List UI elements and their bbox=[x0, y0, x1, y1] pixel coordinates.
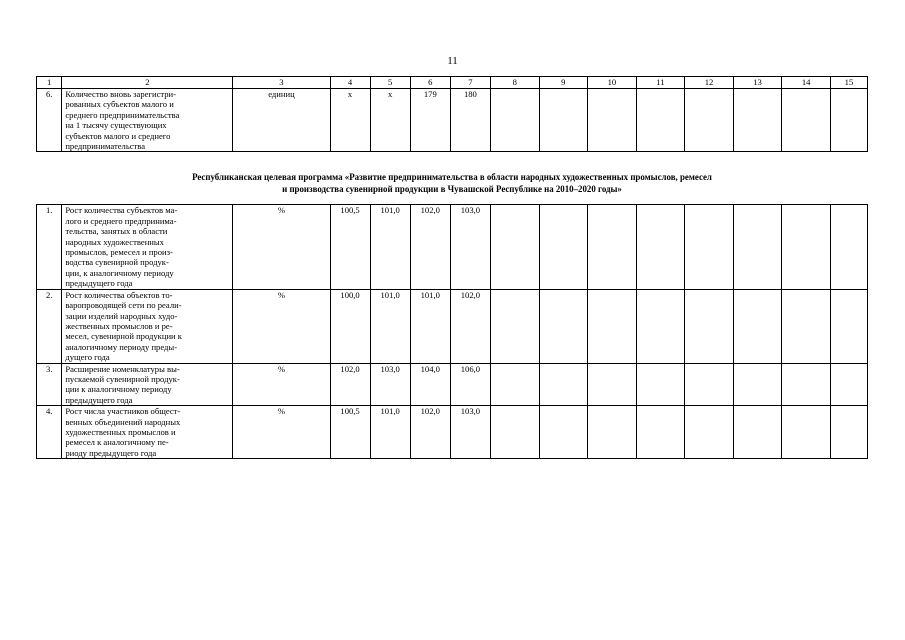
header-col-5: 5 bbox=[370, 77, 410, 89]
indicator-line: предпринимательства bbox=[65, 141, 146, 152]
value-cell-col-13 bbox=[733, 406, 782, 459]
value-cell-col-12 bbox=[685, 205, 734, 289]
value-cell-col-11 bbox=[636, 363, 685, 406]
indicator-line: ции, к аналогичному периоду bbox=[65, 267, 174, 278]
row-number: 1. bbox=[37, 205, 62, 289]
indicator-line: предыдущего года bbox=[65, 278, 133, 289]
header-col-6: 6 bbox=[410, 77, 450, 89]
indicator-line: среднего предпринимательства bbox=[65, 109, 180, 120]
table-row bbox=[37, 289, 868, 363]
unit-cell: % bbox=[233, 363, 330, 406]
unit-cell: % bbox=[233, 289, 330, 363]
value-cell-col-14 bbox=[782, 363, 831, 406]
value-cell-col-9 bbox=[539, 406, 588, 459]
value-cell-col-8 bbox=[490, 289, 539, 363]
header-col-7: 7 bbox=[450, 77, 490, 89]
unit-cell: % bbox=[233, 205, 330, 289]
value-cell-col-14 bbox=[782, 406, 831, 459]
table-row bbox=[37, 205, 868, 289]
value-cell-col-10 bbox=[588, 406, 637, 459]
table-row bbox=[37, 89, 868, 152]
value-cell-col-11 bbox=[636, 205, 685, 289]
indicator-line: Рост количества субъектов ма- bbox=[65, 205, 178, 216]
indicator-line: художественных промыслов и bbox=[65, 426, 176, 437]
unit-cell: единиц bbox=[233, 89, 330, 152]
header-col-8: 8 bbox=[490, 77, 539, 89]
section-title-row bbox=[37, 152, 868, 205]
value-cell-col-5: 101,0 bbox=[370, 289, 410, 363]
row-number: 3. bbox=[37, 363, 62, 406]
section-title bbox=[37, 152, 868, 205]
value-cell-col-9 bbox=[539, 205, 588, 289]
value-cell-col-9 bbox=[539, 363, 588, 406]
value-cell-col-9 bbox=[539, 289, 588, 363]
header-col-12: 12 bbox=[685, 77, 734, 89]
indicator-line: водства сувенирной продук- bbox=[65, 257, 169, 268]
indicator-line: ции к аналогичному периоду bbox=[65, 384, 172, 395]
value-cell-col-7: 103,0 bbox=[450, 406, 490, 459]
value-cell-col-14 bbox=[782, 89, 831, 152]
value-cell-col-10 bbox=[588, 89, 637, 152]
value-cell-col-14 bbox=[782, 289, 831, 363]
indicators-table bbox=[36, 76, 868, 459]
indicator-line: Рост числа участников общест- bbox=[65, 406, 181, 417]
indicator-line: предыдущего года bbox=[65, 394, 133, 405]
value-cell-col-6: 101,0 bbox=[410, 289, 450, 363]
value-cell-col-7: 103,0 bbox=[450, 205, 490, 289]
indicator-line: дущего года bbox=[65, 352, 110, 363]
indicator-line: тельства, занятых в области bbox=[65, 226, 168, 237]
value-cell-col-13 bbox=[733, 89, 782, 152]
value-cell-col-6: 102,0 bbox=[410, 406, 450, 459]
value-cell-col-12 bbox=[685, 89, 734, 152]
indicator-name bbox=[62, 289, 233, 363]
section-title-line: Республиканская целевая программа «Развитие предпринимательства в области народных художественных промыслов, ремесел bbox=[192, 172, 712, 183]
value-cell-col-9 bbox=[539, 89, 588, 152]
value-cell-col-5: 101,0 bbox=[370, 406, 410, 459]
header-col-4: 4 bbox=[330, 77, 370, 89]
section-title-line: и производства сувенирной продукции в Чувашской Республике на 2010–2020 годы» bbox=[282, 184, 622, 195]
value-cell-col-15 bbox=[830, 406, 867, 459]
value-cell-col-15 bbox=[830, 89, 867, 152]
header-row bbox=[37, 77, 868, 89]
value-cell-col-7: 102,0 bbox=[450, 289, 490, 363]
header-col-2: 2 bbox=[62, 77, 233, 89]
header-col-13: 13 bbox=[733, 77, 782, 89]
header-col-3: 3 bbox=[233, 77, 330, 89]
table-row bbox=[37, 363, 868, 406]
indicator-line: народных художественных bbox=[65, 236, 164, 247]
header-col-9: 9 bbox=[539, 77, 588, 89]
indicator-line: субъектов малого и среднего bbox=[65, 130, 171, 141]
value-cell-col-12 bbox=[685, 363, 734, 406]
value-cell-col-4: х bbox=[330, 89, 370, 152]
indicator-line: пускаемой сувенирной продук- bbox=[65, 373, 180, 384]
indicator-line: жественных промыслов и ре- bbox=[65, 320, 173, 331]
value-cell-col-8 bbox=[490, 89, 539, 152]
indicator-line: месел, сувенирной продукции к bbox=[65, 331, 182, 342]
value-cell-col-13 bbox=[733, 205, 782, 289]
indicator-line: зации изделий народных худо- bbox=[65, 310, 178, 321]
indicator-line: Количество вновь зарегистри- bbox=[65, 89, 177, 99]
value-cell-col-4: 100,0 bbox=[330, 289, 370, 363]
indicator-line: варопроводящей сети по реали- bbox=[65, 300, 182, 311]
value-cell-col-4: 100,5 bbox=[330, 406, 370, 459]
value-cell-col-10 bbox=[588, 289, 637, 363]
value-cell-col-12 bbox=[685, 406, 734, 459]
value-cell-col-12 bbox=[685, 289, 734, 363]
value-cell-col-15 bbox=[830, 363, 867, 406]
value-cell-col-8 bbox=[490, 363, 539, 406]
value-cell-col-10 bbox=[588, 205, 637, 289]
indicator-name bbox=[62, 406, 233, 459]
value-cell-col-11 bbox=[636, 89, 685, 152]
row-number: 6. bbox=[37, 89, 62, 152]
value-cell-col-6: 104,0 bbox=[410, 363, 450, 406]
page-number: 11 bbox=[447, 55, 458, 67]
value-cell-col-6: 179 bbox=[410, 89, 450, 152]
value-cell-col-11 bbox=[636, 406, 685, 459]
header-col-14: 14 bbox=[782, 77, 831, 89]
unit-cell: % bbox=[233, 406, 330, 459]
header-col-1: 1 bbox=[37, 77, 62, 89]
value-cell-col-11 bbox=[636, 289, 685, 363]
header-col-15: 15 bbox=[830, 77, 867, 89]
indicator-line: ремесел к аналогичному пе- bbox=[65, 437, 169, 448]
value-cell-col-14 bbox=[782, 205, 831, 289]
value-cell-col-8 bbox=[490, 205, 539, 289]
value-cell-col-10 bbox=[588, 363, 637, 406]
indicator-line: рованных субъектов малого и bbox=[65, 99, 174, 110]
value-cell-col-7: 180 bbox=[450, 89, 490, 152]
indicator-name bbox=[62, 363, 233, 406]
row-number: 4. bbox=[37, 406, 62, 459]
indicator-line: венных объединений народных bbox=[65, 416, 181, 427]
indicator-line: Рост количества объектов то- bbox=[65, 289, 173, 300]
value-cell-col-4: 100,5 bbox=[330, 205, 370, 289]
indicator-line: Расширение номенклатуры вы- bbox=[65, 363, 180, 374]
indicator-line: на 1 тысячу существующих bbox=[65, 120, 167, 131]
header-col-10: 10 bbox=[588, 77, 637, 89]
value-cell-col-15 bbox=[830, 205, 867, 289]
row-number: 2. bbox=[37, 289, 62, 363]
value-cell-col-6: 102,0 bbox=[410, 205, 450, 289]
value-cell-col-4: 102,0 bbox=[330, 363, 370, 406]
indicator-line: промыслов, ремесел и произ- bbox=[65, 247, 173, 258]
indicator-line: аналогичному периоду преды- bbox=[65, 341, 178, 352]
indicator-line: риоду предыдущего года bbox=[65, 447, 157, 458]
value-cell-col-5: х bbox=[370, 89, 410, 152]
value-cell-col-8 bbox=[490, 406, 539, 459]
value-cell-col-13 bbox=[733, 363, 782, 406]
value-cell-col-5: 103,0 bbox=[370, 363, 410, 406]
value-cell-col-5: 101,0 bbox=[370, 205, 410, 289]
indicator-line: лого и среднего предпринима- bbox=[65, 215, 177, 226]
value-cell-col-7: 106,0 bbox=[450, 363, 490, 406]
indicator-name bbox=[62, 205, 233, 289]
indicator-name bbox=[62, 89, 233, 152]
header-col-11: 11 bbox=[636, 77, 685, 89]
value-cell-col-15 bbox=[830, 289, 867, 363]
value-cell-col-13 bbox=[733, 289, 782, 363]
table-row bbox=[37, 406, 868, 459]
